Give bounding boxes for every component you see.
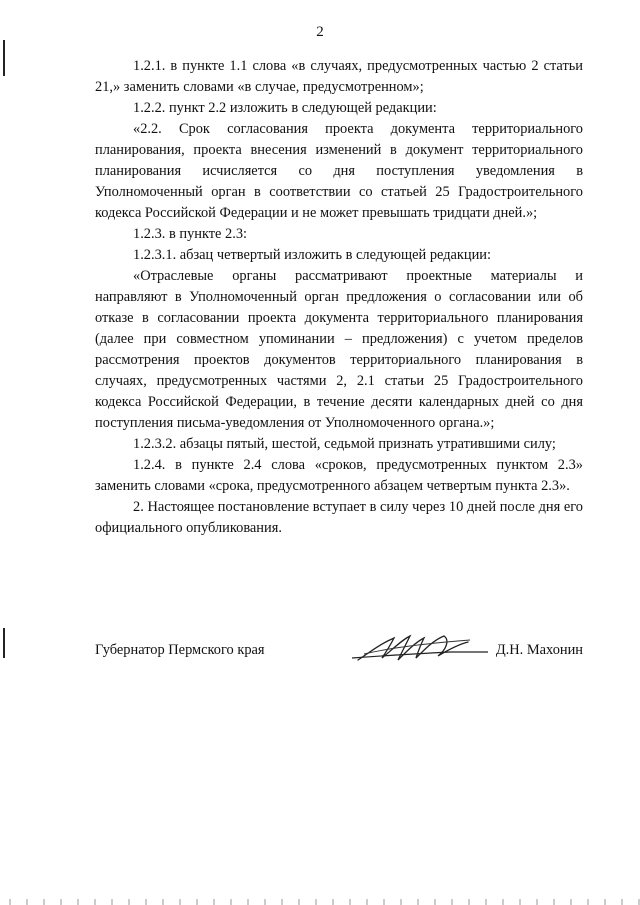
scan-margin-mark (3, 628, 5, 658)
scan-bottom-edge (0, 899, 640, 905)
handwritten-signature (350, 630, 490, 666)
paragraph-1-2-2: 1.2.2. пункт 2.2 изложить в следующей редакции: (133, 100, 437, 116)
quoted-paragraph-sectoral-bodies: «Отраслевые органы рассматривают проектные материалы и направляют в Уполномоченный орган предложения о согласовании или об отказе в согласовании проекта документа территориального планирования (далее при совместном упоминании – предложения) с учетом пределов рассмотрения проектов документов территориального планирования в случаях, предусмотренных частями 2, 2.1 статьи 25 Градостроительного кодекса Российской Федерации, в течение десяти календарных дней со дня поступления письма-уведомления от Уполномоченного органа.»; (95, 268, 583, 431)
paragraph-1-2-3: 1.2.3. в пункте 2.3: (133, 226, 248, 242)
paragraph-1-2-3-1: 1.2.3.1. абзац четвертый изложить в следующей редакции: (133, 247, 492, 263)
signatory-name: Д.Н. Махонин (495, 642, 583, 658)
document-body (95, 56, 583, 539)
page-number: 2 (316, 24, 324, 40)
quoted-paragraph-2-2: «2.2. Срок согласования проекта документа территориального планирования, проекта внесения изменений в документ территориального планирования исчисляется со дня поступления уведомления в Уполномоченный орган в соответствии со статьей 25 Градостроительного кодекса Российской Федерации и не может превышать тридцати дней.»; (95, 121, 583, 221)
signatory-position: Губернатор Пермского края (95, 642, 265, 658)
paragraph-1-2-4: 1.2.4. в пункте 2.4 слова «сроков, предусмотренных пунктом 2.3» заменить словами «срока, предусмотренного абзацем четвертым пункта 2.3». (95, 457, 583, 494)
paragraph-2-entry-into-force: 2. Настоящее постановление вступает в силу через 10 дней после дня его официального опубликования. (95, 499, 583, 536)
paragraph-1-2-1: 1.2.1. в пункте 1.1 слова «в случаях, предусмотренных частью 2 статьи 21,» заменить словами «в случае, предусмотренном»; (95, 58, 583, 95)
scan-margin-mark (3, 40, 5, 76)
paragraph-1-2-3-2: 1.2.3.2. абзацы пятый, шестой, седьмой признать утратившими силу; (133, 436, 556, 452)
